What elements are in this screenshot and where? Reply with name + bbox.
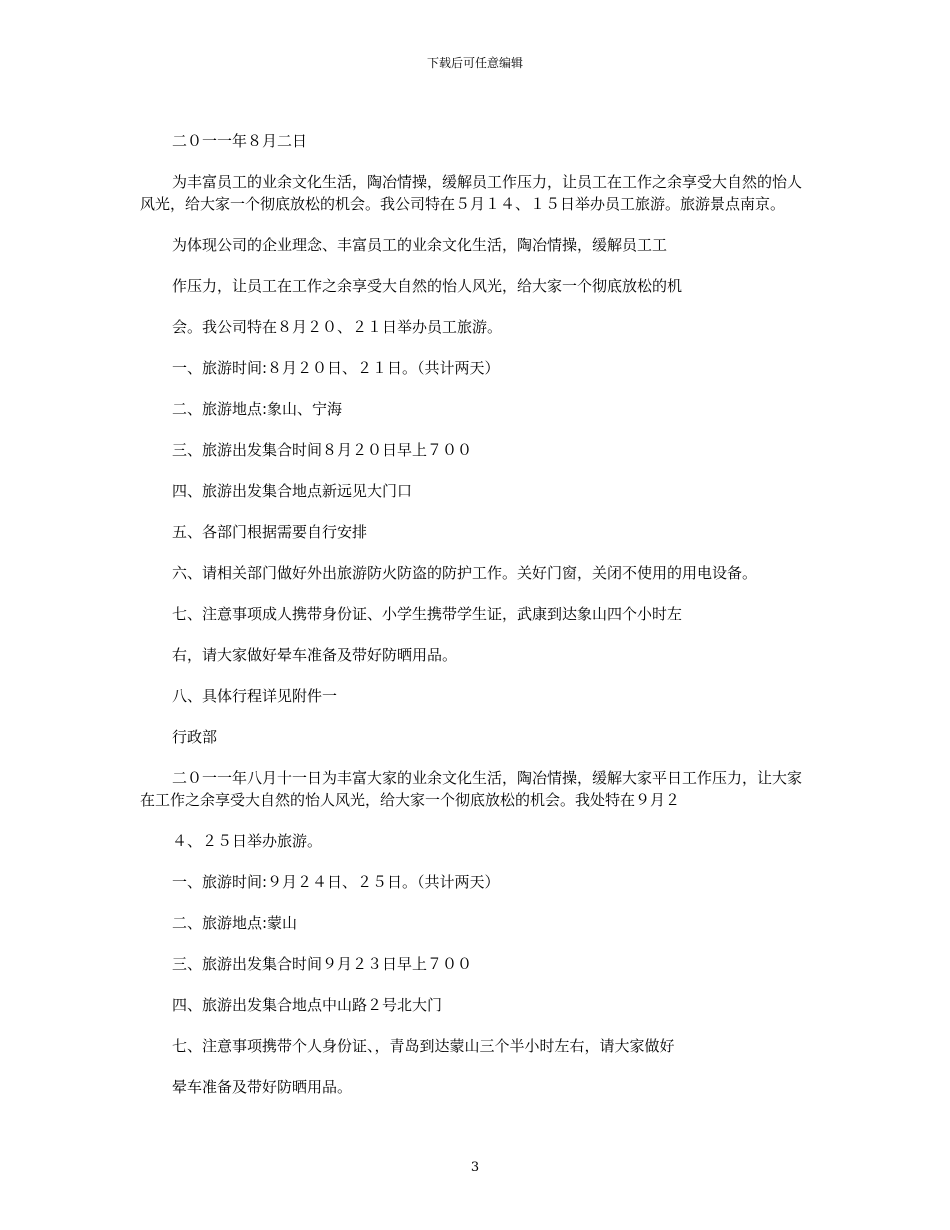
paragraph-intro-2b: 作压力，让员工在工作之余享受大自然的怡人风光，给大家一个彻底放松的机 [172, 277, 683, 295]
paragraph-item-place-1: 二、旅游地点:象山、宁海 [172, 400, 343, 418]
paragraph-item-departure-time-2: 三、旅游出发集合时间９月２３日早上７００ [172, 955, 473, 973]
paragraph-item-departure-place-2: 四、旅游出发集合地点中山路２号北大门 [172, 996, 443, 1014]
paragraph-item-place-2: 二、旅游地点:蒙山 [172, 914, 298, 932]
page-header: 下载后可任意编辑 [426, 56, 523, 70]
paragraph-item-notes-2b: 晕车准备及带好防晒用品。 [172, 1078, 353, 1096]
paragraph-intro-2c: 会。我公司特在８月２０、２１日举办员工旅游。 [172, 318, 503, 336]
paragraph-intro-1: 为丰富员工的业余文化生活，陶冶情操，缓解员工作压力，让员工在工作之余享受大自然的怡人风光，给大家一个彻底放松的机会。我公司特在５月１４、１５日举办员工旅游。旅游景点南京。 [140, 173, 803, 213]
paragraph-signature: 行政部 [172, 728, 218, 746]
paragraph-item-departure-place-1: 四、旅游出发集合地点新远见大门口 [172, 482, 413, 500]
page-number: 3 [470, 1160, 480, 1175]
paragraph-intro-3a: 二０一一年八月十一日为丰富大家的业余文化生活，陶冶情操，缓解大家平日工作压力，让大家在工作之余享受大自然的怡人风光，给大家一个彻底放松的机会。我处特在９月２ [140, 769, 803, 809]
paragraph-item-itinerary: 八、具体行程详见附件一 [172, 687, 338, 705]
paragraph-item-safety: 六、请相关部门做好外出旅游防火防盗的防护工作。关好门窗，关闭不使用的用电设备。 [172, 564, 758, 582]
paragraph-intro-3b: ４、２５日举办旅游。 [172, 832, 323, 850]
paragraph-item-time-2: 一、旅游时间:９月２４日、２５日。（共计两天） [172, 873, 500, 891]
paragraph-item-arrangement: 五、各部门根据需要自行安排 [172, 523, 368, 541]
paragraph-item-notes-1b: 右，请大家做好晕车准备及带好防晒用品。 [172, 646, 458, 664]
document-body [140, 130, 812, 1117]
paragraph-date-1: 二０一一年８月二日 [172, 132, 308, 150]
paragraph-item-notes-1a: 七、注意事项成人携带身份证、小学生携带学生证，武康到达象山四个小时左 [172, 605, 683, 623]
paragraph-intro-2a: 为体现公司的企业理念、丰富员工的业余文化生活，陶冶情操，缓解员工工 [172, 236, 668, 254]
paragraph-item-time-1: 一、旅游时间:８月２０日、２１日。（共计两天） [172, 359, 500, 377]
paragraph-item-notes-2a: 七、注意事项携带个人身份证、，青岛到达蒙山三个半小时左右，请大家做好 [172, 1037, 675, 1055]
paragraph-item-departure-time-1: 三、旅游出发集合时间８月２０日早上７００ [172, 441, 473, 459]
